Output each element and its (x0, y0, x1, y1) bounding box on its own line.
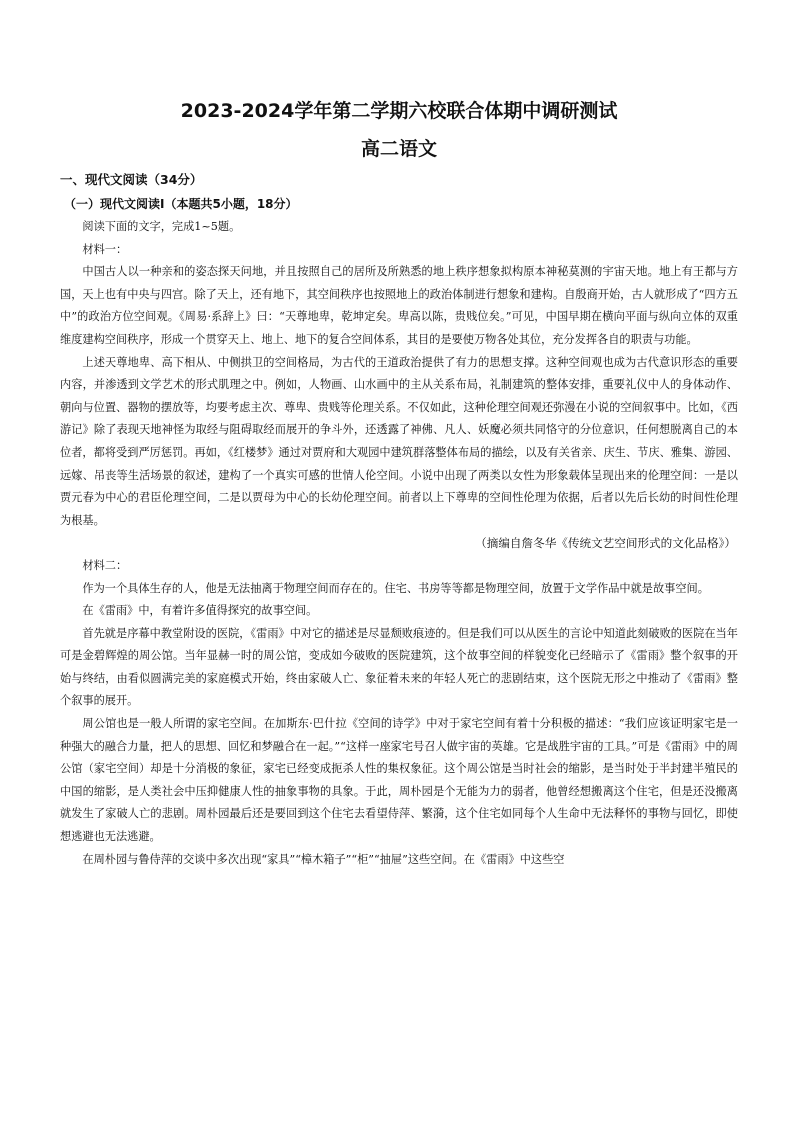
material-one-label: 材料一： (82, 242, 128, 256)
material-one-paragraph: 上述天尊地卑、高下相从、中侧拱卫的空间格局，为古代的王道政治提供了有力的思想支撑。这种空间观也成为古代意识形态的重要内容，并渗透到文学艺术的形式肌理之中。例如，人物画、山水画中的主从关系布局，礼制建筑的整体安排，重要礼仪中人的身体动作、朝向与位置、器物的摆放等，均要考虑主次、尊卑、贵贱等伦理关系。不仅如此，这种伦理空间观还弥漫在小说的空间叙事中。比如，《西游记》除了表现天地神怪为取经与阻碍取经而展开的争斗外，还透露了神佛、凡人、妖魔必须共同恪守的分位意识，任何想脱离自己的本位者，都将受到严厉惩罚。再如，《红楼梦》通过对贾府和大观园中建筑群落整体布局的描绘，以及有关省亲、庆生、节庆、雅集、游园、远嫁、吊丧等生活场景的叙述，建构了一个真实可感的世情人伦空间。小说中出现了两类以女性为形象载体呈现出来的伦理空间：一是以贾元春为中心的君臣伦理空间，二是以贾母为中心的长幼伦理空间。前者以上下尊卑的空间性伦理为依据，后者以先后长幼的时间性伦理为根基。 (60, 355, 738, 527)
subsection-heading: （一）现代文阅读Ⅰ（本题共5小题，18分） (64, 197, 298, 211)
reading-instruction: 阅读下面的文字，完成1~5题。 (82, 220, 241, 233)
material-two-paragraph: 在周朴园与鲁侍萍的交谈中多次出现“家具”“樟木箱子”“柜”“抽屉”这些空间。在《雷雨》中这些空 (82, 852, 565, 866)
material-one-source: （摘编自詹冬华《传统文艺空间形式的文化品格》） (475, 536, 736, 551)
material-one-paragraph: 中国古人以一种亲和的姿态探天问地，并且按照自己的居所及所熟悉的地上秩序想象拟构原本神秘莫测的宇宙天地。地上有王都与方国，天上也有中央与四宫。除了天上，还有地下，其空间秩序也按照地上的政治体制进行想象和建构。自殷商开始，古人就形成了“四方五中”的政治方位空间观。《周易·系辞上》曰：“天尊地卑，乾坤定矣。卑高以陈，贵贱位矣。”可见，中国早期在横向平面与纵向立体的双重维度建构空间秩序，形成一个贯穿天上、地上、地下的复合空间体系，其目的是要使万物各处其位，充分发挥各自的职责与功能。 (60, 265, 738, 346)
material-two-paragraph: 在《雷雨》中，有着许多值得探究的故事空间。 (82, 604, 318, 618)
material-two-paragraph: 首先就是序幕中教堂附设的医院，《雷雨》中对它的描述是尽显颓败痕迹的。但是我们可以从医生的言论中知道此刻破败的医院在当年可是金碧辉煌的周公馆。当年显赫一时的周公馆，变成如今破败的医院建筑，这个故事空间的样貌变化已经暗示了《雷雨》整个叙事的开始与终结，由看似圆满完美的家庭模式开始，终由家破人亡、象征着未来的年轻人死亡的悲剧结束，这个医院无形之中推动了《雷雨》整个叙事的展开。 (60, 626, 738, 708)
page-title: 2023-2024学年第二学期六校联合体期中调研测试 (180, 100, 618, 122)
material-two-paragraph: 作为一个具体生存的人，他是无法抽离于物理空间而存在的。住宅、书房等等都是物理空间，放置于文学作品中就是故事空间。 (82, 581, 709, 595)
section-heading: 一、现代文阅读（34分） (60, 172, 203, 187)
material-two-paragraph: 周公馆也是一般人所谓的家宅空间。在加斯东·巴什拉《空间的诗学》中对于家宅空间有着十分积极的描述：“我们应该证明家宅是一种强大的融合力量，把人的思想、回忆和梦融合在一起。”“这样一座家宅号召人做宇宙的英雄。它是战胜宇宙的工具。”可是《雷雨》中的周公馆（家宅空间）却是十分消极的象征，家宅已经变成扼杀人性的集权象征。这个周公馆是当时社会的缩影，是当时处于半封建半殖民的中国的缩影，是人类社会中压抑健康人性的抽象事物的具象。于此，周朴园是个无能为力的弱者，他曾经想搬离这个住宅，但是还没搬离就发生了家破人亡的悲剧。周朴园最后还是要回到这个住宅去看望侍萍、繁漪，这个住宅如同每个人生命中无法释怀的事物与回忆，即使想逃避也无法逃避。 (60, 717, 738, 844)
page-subtitle: 高二语文 (360, 138, 437, 160)
material-two-label: 材料二： (82, 558, 128, 572)
